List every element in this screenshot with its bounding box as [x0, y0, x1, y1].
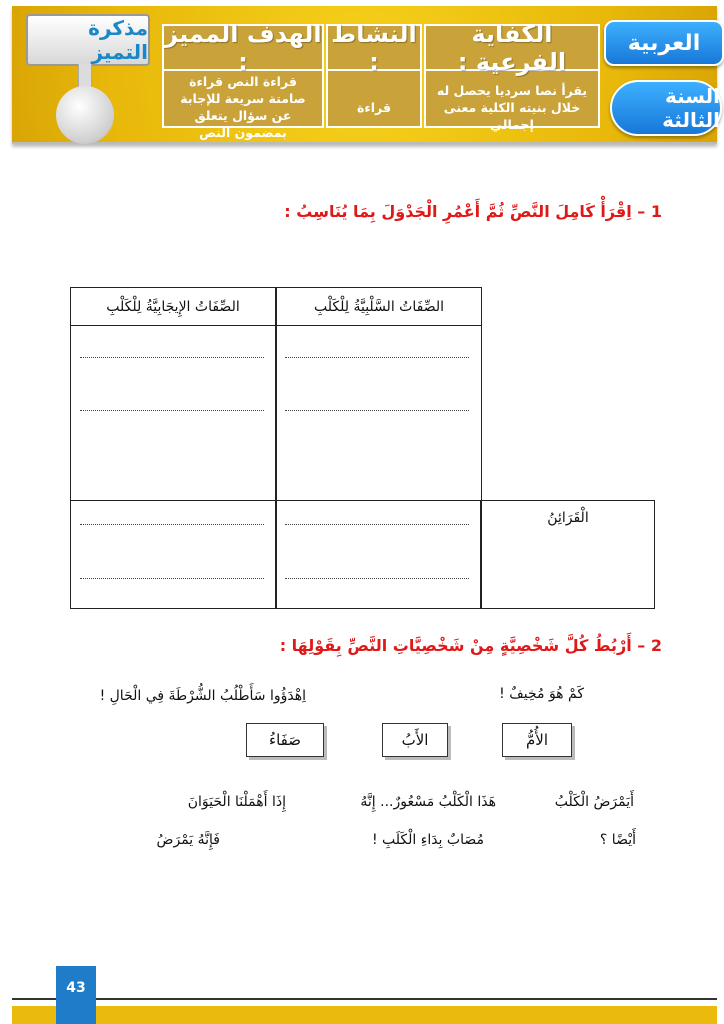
quote-bottom-right-line2: أَيْضًا ؟ — [599, 832, 636, 848]
activity-title: النشاط : — [328, 26, 420, 71]
footer-bar — [12, 1006, 717, 1024]
quote-bottom-right-line1: أَيَمْرَضُ الْكَلْبُ — [554, 794, 634, 810]
competency-text: يقرأ نصا سرديا يحصل له خلال بنيته الكلية معنى إجمالي — [436, 82, 588, 132]
grade-label: السنة الثالثة — [610, 80, 722, 136]
quote-bottom-left-line2: فَإِنَّهُ يَمْرَضُ — [156, 832, 220, 848]
character-father[interactable]: الأَبُ — [382, 723, 448, 757]
quote-bottom-mid-line1: هَذَا الْكَلْبُ مَسْعُورٌ... إِنَّهُ — [360, 794, 496, 810]
answer-line[interactable] — [80, 524, 264, 525]
quote-bottom-left-line1: إِذَا أَهْمَلْنَا الْحَيَوَانَ — [187, 794, 286, 810]
answer-line[interactable] — [80, 578, 264, 579]
answer-line[interactable] — [285, 524, 469, 525]
answer-line[interactable] — [285, 410, 469, 411]
competency-title: الكفاية الفرعية : — [426, 26, 598, 71]
col-positive-header: الصِّفَاتُ الإِيجَابِيَّةُ لِلْكَلْبِ — [106, 299, 240, 315]
goal-title: الهدف المميز : — [164, 19, 322, 76]
row-evidence-header: الْقَرَائِنُ — [547, 510, 589, 526]
character-safaa[interactable]: صَفَاءُ — [246, 723, 324, 757]
badge-title: مذكرة التميز — [26, 14, 150, 66]
quote-top-left: اِهْدَؤُوا سَأَطْلُبُ الشُّرْطَةَ فِي الْحَالِ ! — [99, 688, 306, 704]
goal-box — [162, 19, 324, 140]
footer-rule — [12, 998, 717, 1000]
answer-line[interactable] — [80, 357, 264, 358]
goal-text: قراءة النص قراءة صامتة سريعة للإجابة عن سؤال يتعلق بمضمون النص — [180, 74, 306, 140]
competency-box — [424, 19, 600, 132]
page-number: 43 — [56, 966, 96, 1024]
answer-line[interactable] — [285, 357, 469, 358]
subject-label: العربية — [604, 20, 724, 66]
table-divider-upper — [275, 325, 277, 502]
answer-line[interactable] — [80, 410, 264, 411]
badge-ball-icon — [56, 86, 114, 144]
header-banner — [12, 6, 720, 144]
activity-box — [326, 19, 422, 128]
table-divider-lower-1 — [275, 500, 277, 609]
question1-title: 1 – اِقْرَأْ كَامِلَ النَّصِّ ثُمَّ أَعْمُرِ الْجَدْوَلَ بِمَا يُنَاسِبُ : — [284, 202, 662, 221]
quote-bottom-mid-line2: مُصَابٌ بِدَاءِ الْكَلَبِ ! — [371, 832, 484, 848]
col-negative-header: الصِّفَاتُ السَّلْبِيَّةُ لِلْكَلْبِ — [314, 299, 444, 315]
quote-top-right: كَمْ هُوَ مُخِيفٌ ! — [499, 686, 584, 702]
activity-text: قراءة — [357, 99, 392, 115]
character-mother[interactable]: الأُمُّ — [502, 723, 572, 757]
question2-title: 2 – أَرْبُطُ كُلَّ شَخْصِيَّةٍ مِنْ شَخْصِيَّاتِ النَّصِّ بِقَوْلِهَا : — [279, 636, 662, 655]
answer-line[interactable] — [285, 578, 469, 579]
